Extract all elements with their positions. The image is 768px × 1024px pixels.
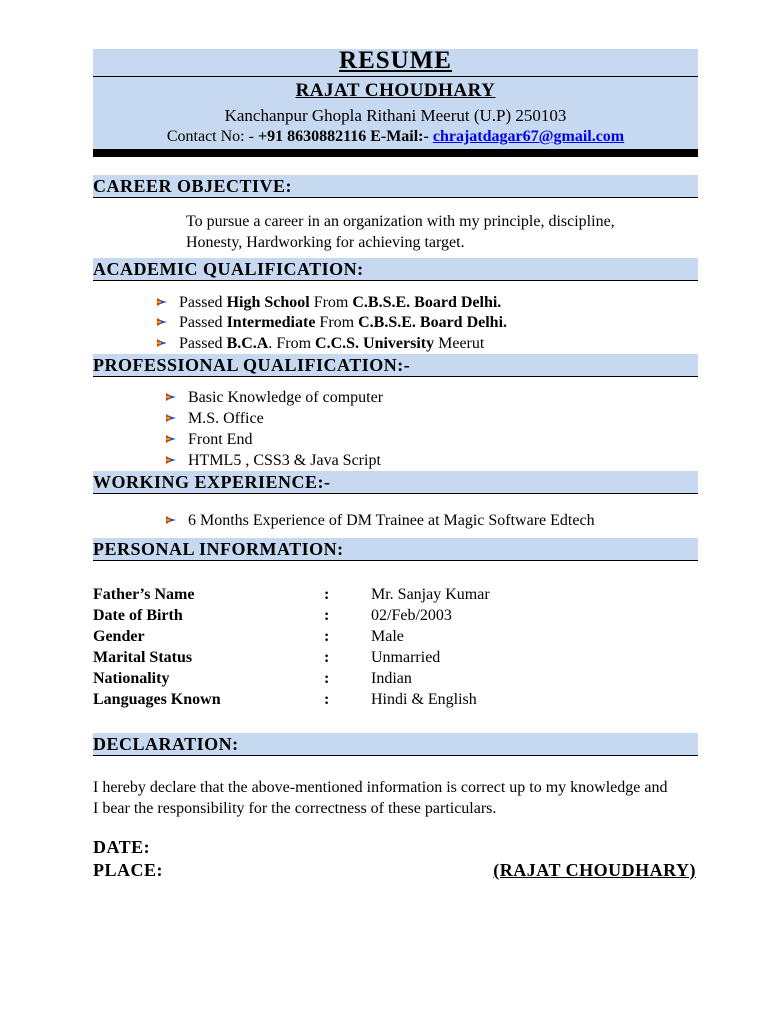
section-personal-information: PERSONAL INFORMATION: [93, 538, 698, 561]
email-label: E-Mail:- [366, 128, 433, 145]
personal-value: Unmarried [371, 649, 441, 666]
header-bottom-bar [93, 149, 698, 157]
arrow-bullet-icon [166, 413, 176, 423]
signature-name: (RAJAT CHOUDHARY) [493, 860, 696, 880]
personal-value: 02/Feb/2003 [371, 607, 452, 624]
section-career-objective: CAREER OBJECTIVE: [93, 175, 698, 198]
personal-value: Mr. Sanjay Kumar [371, 586, 490, 603]
personal-colon: : [324, 586, 330, 603]
personal-colon: : [324, 628, 330, 645]
arrow-bullet-icon [166, 434, 176, 444]
arrow-bullet-icon [166, 455, 176, 465]
header-divider [93, 76, 698, 77]
personal-colon: : [324, 691, 330, 708]
academic-item: Passed High School From C.B.S.E. Board Delhi. [157, 292, 501, 313]
personal-label: Nationality [93, 670, 170, 687]
personal-value: Indian [371, 670, 412, 687]
declaration-line-2: I bear the responsibility for the correctness of these particulars. [93, 800, 497, 817]
personal-colon: : [324, 607, 330, 624]
address: Kanchanpur Ghopla Rithani Meerut (U.P) 250103 [224, 106, 567, 125]
arrow-bullet-icon [157, 338, 167, 348]
personal-label: Languages Known [93, 691, 221, 708]
section-declaration: DECLARATION: [93, 733, 698, 756]
career-objective-line-2: Honesty, Hardworking for achieving target. [186, 234, 465, 251]
arrow-bullet-icon [157, 317, 167, 327]
date-label: DATE: [93, 837, 151, 857]
personal-label: Date of Birth [93, 607, 183, 624]
resume-title: RESUME [339, 47, 452, 74]
personal-colon: : [324, 649, 330, 666]
career-objective-line-1: To pursue a career in an organization with my principle, discipline, [186, 213, 615, 230]
section-academic-qualification: ACADEMIC QUALIFICATION: [93, 258, 698, 281]
declaration-line-1: I hereby declare that the above-mentioned information is correct up to my knowledge and [93, 779, 668, 796]
contact-line [93, 128, 698, 146]
professional-item: Front End [166, 429, 252, 450]
academic-item: Passed B.C.A. From C.C.S. University Meerut [157, 333, 484, 354]
personal-colon: : [324, 670, 330, 687]
section-working-experience: WORKING EXPERIENCE:- [93, 471, 698, 494]
personal-value: Male [371, 628, 404, 645]
section-professional-qualification: PROFESSIONAL QUALIFICATION:- [93, 354, 698, 377]
personal-label: Marital Status [93, 649, 193, 666]
academic-item: Passed Intermediate From C.B.S.E. Board Delhi. [157, 312, 507, 333]
professional-item: Basic Knowledge of computer [166, 387, 383, 408]
phone-number: +91 8630882116 [257, 128, 367, 145]
candidate-name: RAJAT CHOUDHARY [295, 80, 496, 101]
personal-label: Gender [93, 628, 145, 645]
contact-prefix: Contact No: - [166, 128, 258, 145]
arrow-bullet-icon [166, 515, 176, 525]
arrow-bullet-icon [157, 297, 167, 307]
place-label: PLACE: [93, 860, 163, 880]
experience-item: 6 Months Experience of DM Trainee at Magic Software Edtech [166, 510, 595, 531]
email-link[interactable]: chrajatdagar67@gmail.com [432, 128, 625, 145]
personal-label: Father’s Name [93, 586, 195, 603]
arrow-bullet-icon [166, 392, 176, 402]
personal-value: Hindi & English [371, 691, 477, 708]
professional-item: M.S. Office [166, 408, 264, 429]
professional-item: HTML5 , CSS3 & Java Script [166, 450, 381, 471]
